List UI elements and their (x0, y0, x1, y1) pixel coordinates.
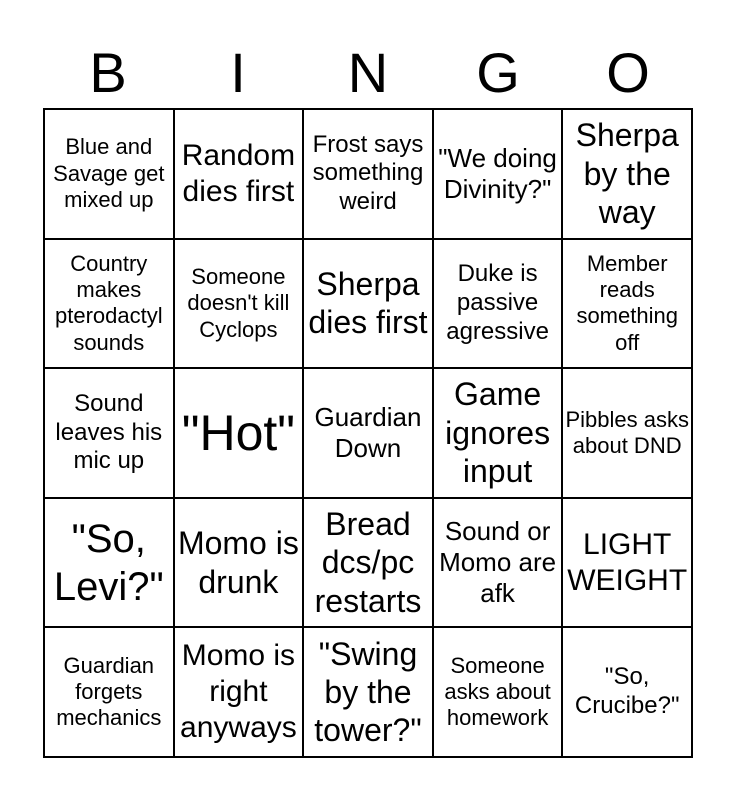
bingo-cell[interactable]: "Swing by the tower?" (303, 627, 433, 757)
bingo-cell[interactable]: LIGHT WEIGHT (562, 498, 692, 628)
bingo-cell[interactable]: "We doing Divinity?" (433, 109, 563, 239)
bingo-cell[interactable]: Game ignores input (433, 368, 563, 498)
bingo-cell[interactable]: Blue and Savage get mixed up (44, 109, 174, 239)
header-letter-n: N (347, 41, 389, 104)
bingo-cell[interactable]: Momo is drunk (174, 498, 304, 628)
bingo-cell[interactable]: Random dies first (174, 109, 304, 239)
header-letter-i: I (230, 41, 246, 104)
bingo-cell[interactable]: Sound leaves his mic up (44, 368, 174, 498)
bingo-cell[interactable]: "So, Levi?" (44, 498, 174, 628)
bingo-cell[interactable]: Guardian forgets mechanics (44, 627, 174, 757)
bingo-cell[interactable]: Momo is right anyways (174, 627, 304, 757)
bingo-cell[interactable]: Country makes pterodactyl sounds (44, 239, 174, 369)
header-letter-g: G (476, 41, 520, 104)
bingo-cell[interactable]: Sherpa by the way (562, 109, 692, 239)
bingo-cell[interactable]: "Hot" (174, 368, 304, 498)
bingo-cell[interactable]: Frost says something weird (303, 109, 433, 239)
bingo-cell[interactable]: Someone asks about homework (433, 627, 563, 757)
bingo-cell[interactable]: Duke is passive agressive (433, 239, 563, 369)
bingo-cell[interactable]: Bread dcs/pc restarts (303, 498, 433, 628)
bingo-cell[interactable]: Guardian Down (303, 368, 433, 498)
bingo-cell[interactable]: "So, Crucibe?" (562, 627, 692, 757)
bingo-cell[interactable]: Pibbles asks about DND (562, 368, 692, 498)
header-letter-o: O (606, 41, 650, 104)
header-letter-b: B (89, 41, 127, 104)
bingo-grid (43, 108, 693, 758)
bingo-cell[interactable]: Sherpa dies first (303, 239, 433, 369)
bingo-header (43, 38, 693, 108)
bingo-cell[interactable]: Sound or Momo are afk (433, 498, 563, 628)
bingo-cell[interactable]: Member reads something off (562, 239, 692, 369)
bingo-cell[interactable]: Someone doesn't kill Cyclops (174, 239, 304, 369)
